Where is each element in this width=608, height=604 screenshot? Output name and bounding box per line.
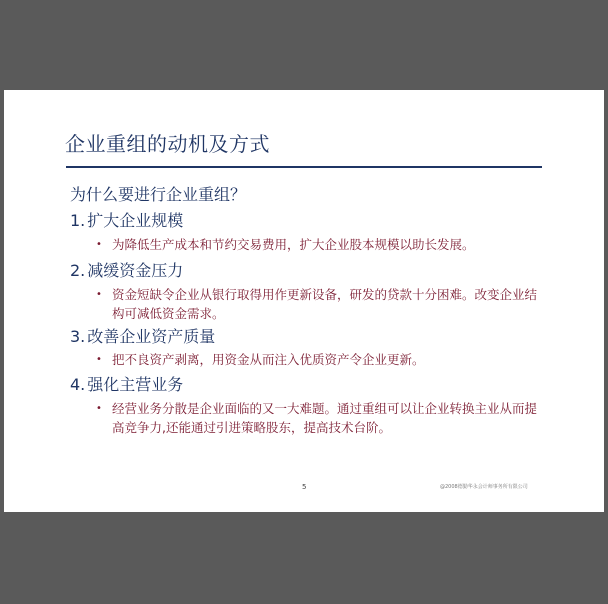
point-heading-1 [70, 208, 183, 231]
bullet-item-2 [96, 285, 546, 323]
slide-title: 企业重组的动机及方式 [65, 132, 270, 156]
bullet-item-1 [96, 235, 546, 254]
point-number: 2. [70, 261, 86, 280]
bullet-icon: • [96, 289, 102, 300]
point-heading-text: 扩大企业规模 [87, 211, 184, 230]
slide-question: 为什么要进行企业重组？ [70, 185, 247, 204]
bullet-text: 把不良资产剥离，用资金从而注入优质资产令企业更新。 [112, 352, 425, 367]
point-heading-4 [70, 372, 183, 395]
bullet-text: 资金短缺令企业从银行取得用作更新设备，研发的贷款十分困难。改变企业结构可减低资金需求。 [112, 287, 538, 321]
point-number: 3. [70, 327, 86, 346]
copyright-notice: @2008德勤华永会计师事务所有限公司 [440, 484, 528, 490]
bullet-icon: • [96, 354, 102, 365]
bullet-icon: • [96, 239, 102, 250]
bullet-text: 经营业务分散是企业面临的又一大难题。通过重组可以让企业转换主业从而提高竞争力,还能通过引进策略股东，提高技术台阶。 [112, 401, 538, 435]
bullet-item-3 [96, 350, 546, 369]
point-heading-3 [70, 324, 215, 347]
point-number: 4. [70, 375, 86, 394]
point-heading-text: 强化主营业务 [87, 375, 184, 394]
point-heading-2 [70, 258, 183, 281]
page-number: 5 [302, 483, 307, 491]
slide-page [4, 90, 604, 512]
point-number: 1. [70, 211, 86, 230]
title-divider [66, 166, 542, 168]
point-heading-text: 改善企业资产质量 [87, 327, 216, 346]
bullet-icon: • [96, 403, 102, 414]
bullet-text: 为降低生产成本和节约交易费用，扩大企业股本规模以助长发展。 [112, 237, 475, 252]
bullet-item-4 [96, 399, 546, 437]
point-heading-text: 减缓资金压力 [87, 261, 184, 280]
